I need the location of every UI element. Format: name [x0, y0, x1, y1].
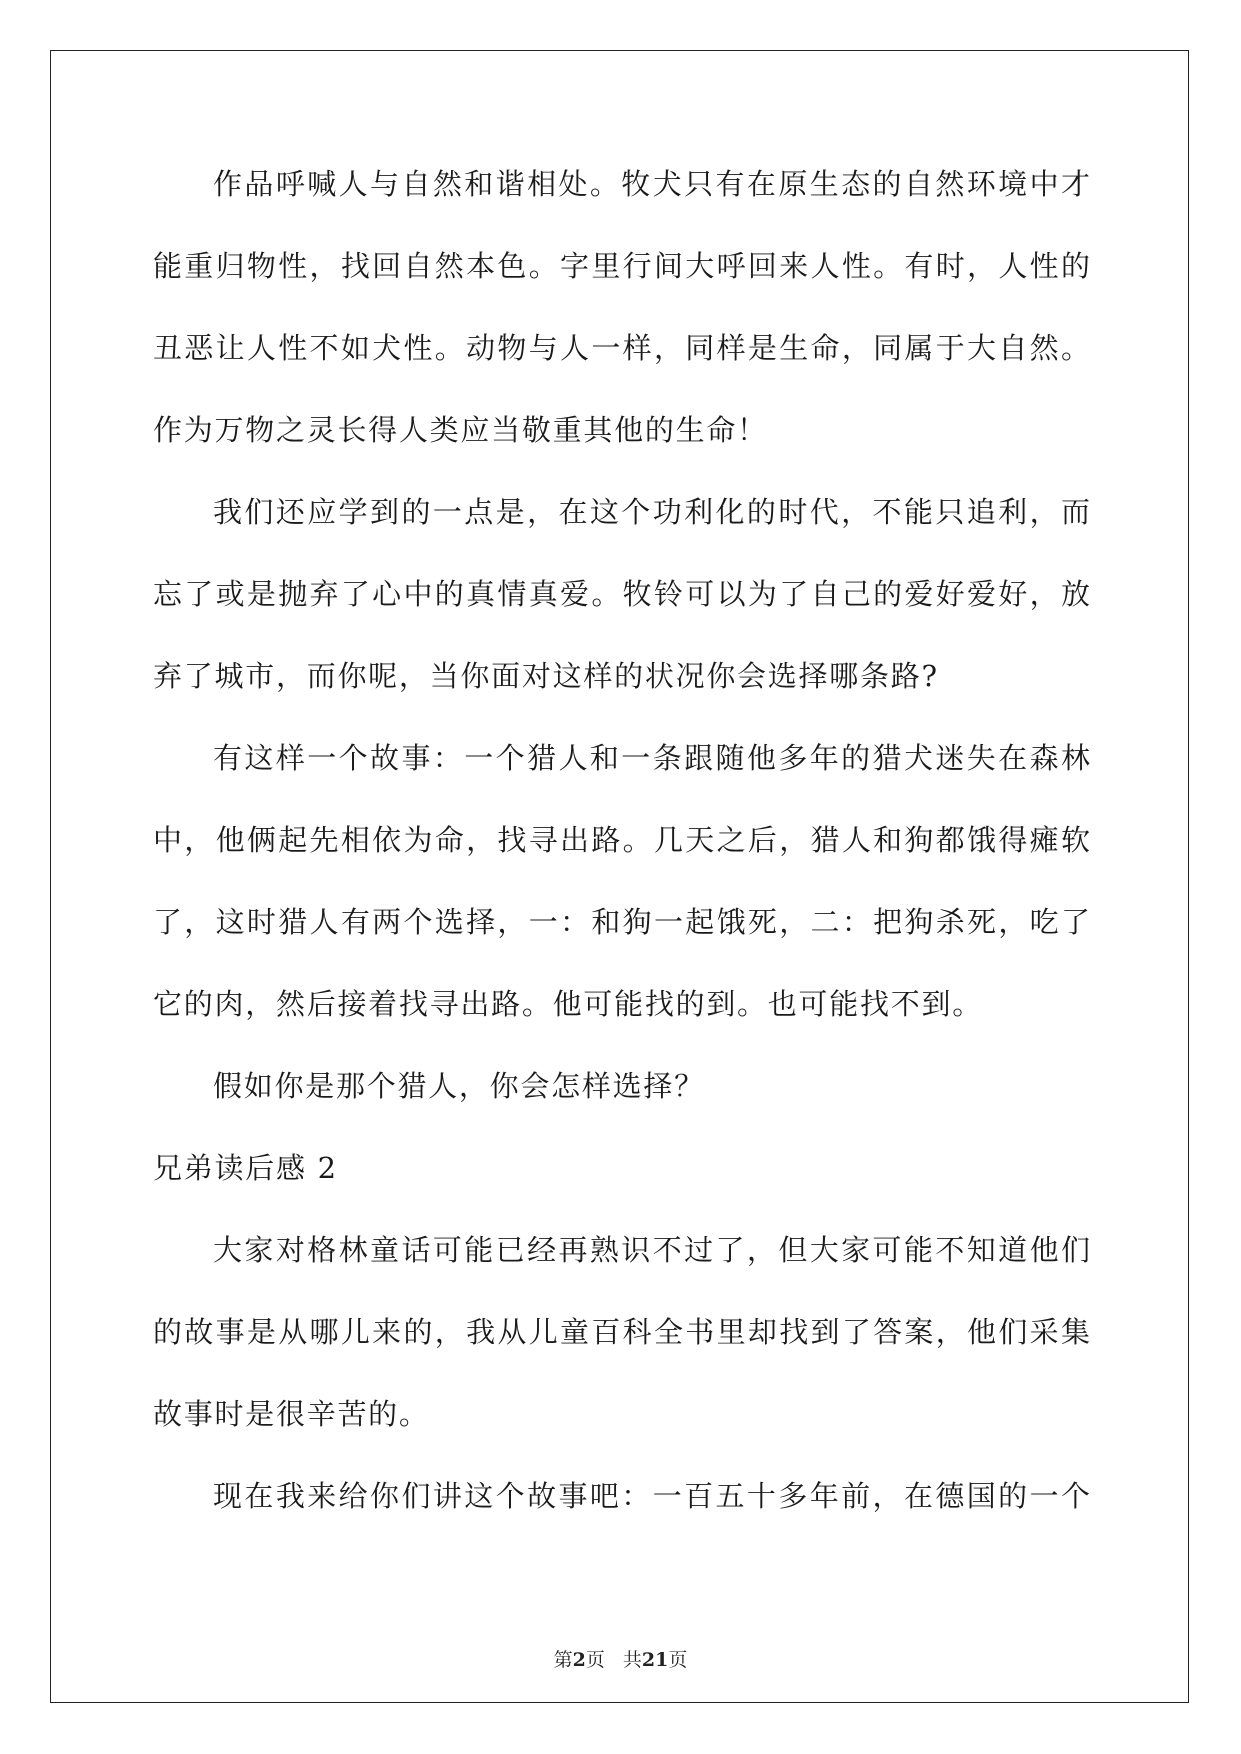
section-heading: 兄弟读后感 2	[153, 1151, 338, 1185]
paragraph-line: 它的肉，然后接着找寻出路。他可能找的到。也可能找不到。	[153, 987, 983, 1021]
total-prefix: 共	[622, 1649, 642, 1671]
paragraph-line: 作为万物之灵长得人类应当敬重其他的生命！	[153, 413, 768, 447]
paragraph-line: 能重归物性，找回自然本色。字里行间大呼回来人性。有时，人性的	[153, 249, 1090, 283]
paragraph-line: 的故事是从哪儿来的，我从儿童百科全书里却找到了答案，他们采集	[153, 1315, 1090, 1349]
paragraph-line: 丑恶让人性不如犬性。动物与人一样，同样是生命，同属于大自然。	[153, 331, 1090, 365]
paragraph-line: 作品呼喊人与自然和谐相处。牧犬只有在原生态的自然环境中才	[213, 167, 1090, 201]
page-footer	[0, 1646, 1241, 1674]
paragraph-line: 了，这时猎人有两个选择，一：和狗一起饿死，二：把狗杀死，吃了	[153, 905, 1090, 939]
page-suffix: 页	[585, 1649, 605, 1671]
paragraph-line: 有这样一个故事：一个猎人和一条跟随他多年的猎犬迷失在森林	[213, 741, 1090, 775]
document-body	[153, 160, 1090, 1554]
paragraph-line: 弃了城市，而你呢，当你面对这样的状况你会选择哪条路?	[153, 659, 939, 693]
paragraph-line: 大家对格林童话可能已经再熟识不过了，但大家可能不知道他们	[213, 1233, 1090, 1267]
paragraph-line: 假如你是那个猎人，你会怎样选择？	[213, 1069, 705, 1103]
page-prefix: 第	[553, 1649, 573, 1671]
paragraph-line: 故事时是很辛苦的。	[153, 1397, 430, 1431]
page-number: 2	[572, 1649, 586, 1671]
paragraph-line: 现在我来给你们讲这个故事吧：一百五十多年前，在德国的一个	[213, 1479, 1090, 1513]
total-pages: 21	[641, 1649, 669, 1671]
total-suffix: 页	[668, 1649, 688, 1671]
paragraph-line: 中，他俩起先相依为命，找寻出路。几天之后，猎人和狗都饿得瘫软	[153, 823, 1090, 857]
paragraph-line: 我们还应学到的一点是，在这个功利化的时代，不能只追利，而	[213, 495, 1090, 529]
paragraph-line: 忘了或是抛弃了心中的真情真爱。牧铃可以为了自己的爱好爱好，放	[153, 577, 1090, 611]
